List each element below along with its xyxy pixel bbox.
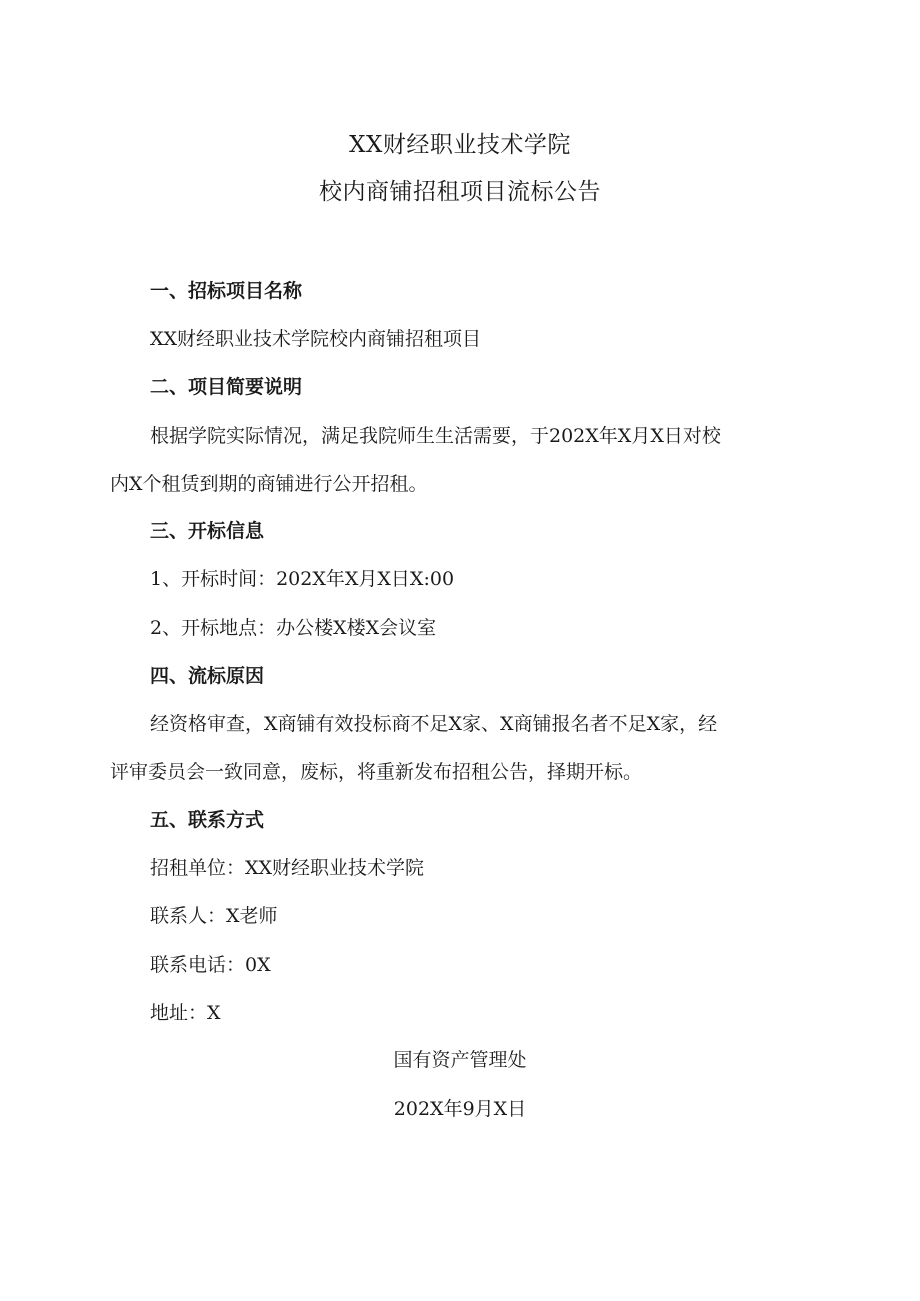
- section-heading-project-description: 二、项目简要说明: [150, 376, 303, 398]
- failure-reason-line2: 评审委员会一致同意，废标，将重新发布招租公告，择期开标。: [110, 761, 643, 783]
- signature-date: 202X年9月X日: [393, 1098, 527, 1120]
- project-name-text: XX财经职业技术学院校内商铺招租项目: [150, 328, 482, 350]
- document-title-line2: 校内商铺招租项目流标公告: [319, 179, 601, 205]
- project-description-line2: 内X个租赁到期的商铺进行公开招租。: [110, 473, 428, 495]
- bid-opening-location: 2、开标地点：办公楼X楼X会议室: [150, 617, 437, 639]
- signature-organization: 国有资产管理处: [393, 1049, 527, 1071]
- section-heading-project-name: 一、招标项目名称: [150, 280, 303, 302]
- failure-reason-line1: 经资格审查，X商铺有效投标商不足X家、X商铺报名者不足X家，经: [150, 713, 718, 735]
- contact-unit: 招租单位：XX财经职业技术学院: [150, 857, 425, 879]
- document-title-line1: XX财经职业技术学院: [349, 132, 571, 158]
- contact-person: 联系人：X老师: [150, 905, 278, 927]
- project-description-line1: 根据学院实际情况，满足我院师生生活需要，于202X年X月X日对校: [150, 425, 721, 447]
- section-heading-bid-opening-info: 三、开标信息: [150, 520, 265, 542]
- section-heading-failure-reason: 四、流标原因: [150, 665, 265, 687]
- contact-phone: 联系电话：0X: [150, 954, 271, 976]
- contact-address: 地址：X: [150, 1002, 221, 1024]
- section-heading-contact: 五、联系方式: [150, 809, 265, 831]
- bid-opening-time: 1、开标时间：202X年X月X日X:00: [150, 568, 455, 590]
